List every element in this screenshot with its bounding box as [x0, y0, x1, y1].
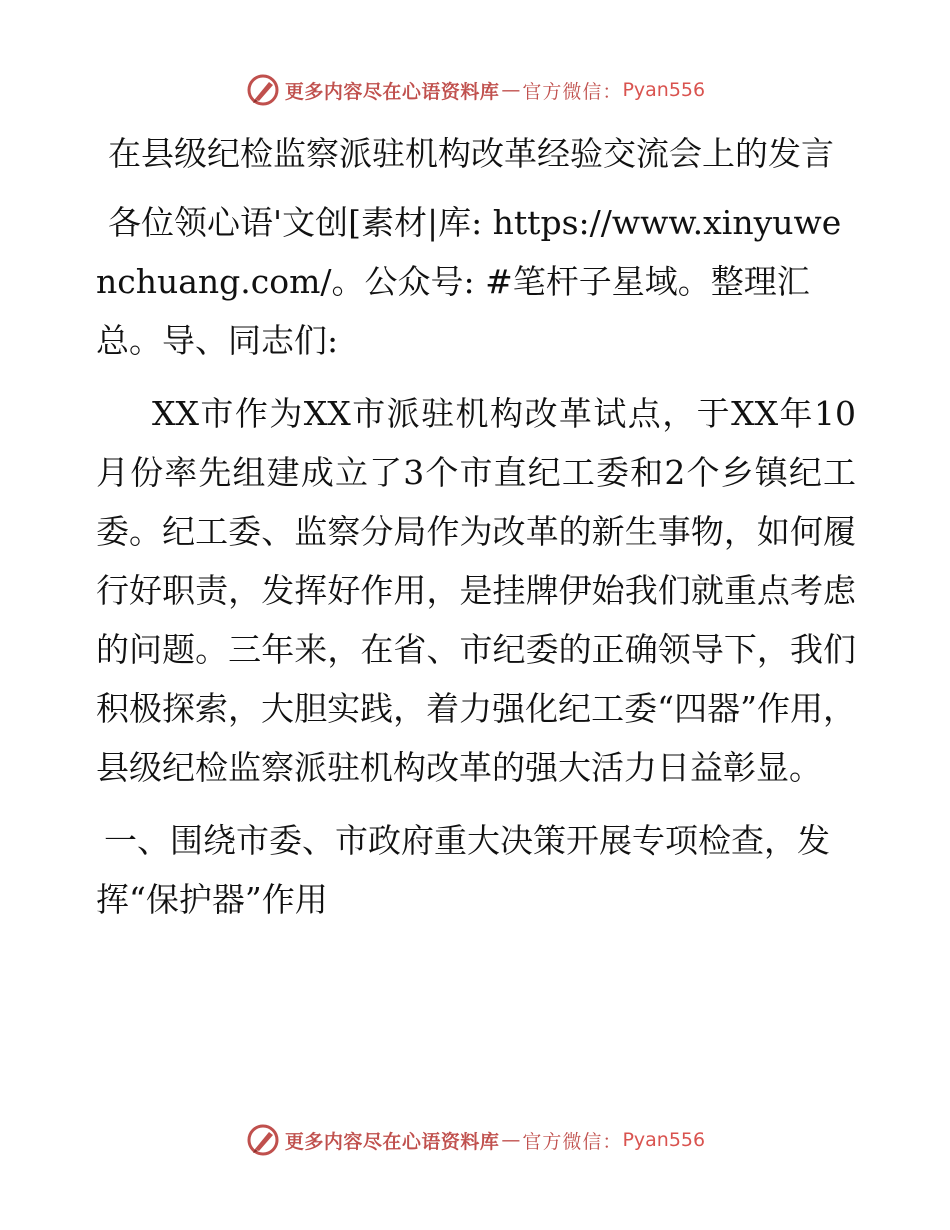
pen-logo-icon	[245, 72, 281, 108]
header-watermark-banner	[0, 70, 950, 110]
pen-logo-icon	[245, 1122, 281, 1158]
body-paragraph-1: XX市作为XX市派驻机构改革试点，于XX年10月份率先组建成立了3个市直纪工委和2个乡镇纪工委。纪工委、监察分局作为改革的新生事物，如何履行好职责，发挥好作用，是挂牌伊始我们就重点考虑的问题。三年来，在省、市纪委的正确领导下，我们积极探索，大胆实践，着力强化纪工委“四器”作用，县级纪检监察派驻机构改革的强大活力日益彰显。	[96, 394, 856, 787]
banner-wechat-label: 官方微信：	[522, 1130, 623, 1153]
greeting-paragraph: 各位领心语'文创[素材|库: https://www.xinyuwenchuang.com/。公众号: #笔杆子星域。整理汇总。导、同志们:	[96, 203, 842, 360]
banner-dash: —	[501, 79, 521, 101]
banner-wechat-id: Pyan556	[622, 79, 706, 101]
section-heading-1: 一、围绕市委、市政府重大决策开展专项检查，发挥“保护器”作用	[96, 821, 830, 919]
footer-watermark-banner	[0, 1120, 950, 1160]
document-body	[96, 124, 856, 929]
banner-dash: —	[501, 1129, 521, 1151]
document-title: 在县级纪检监察派驻机构改革经验交流会上的发言	[108, 134, 834, 173]
banner-main-text: 更多内容尽在心语资料库	[284, 1130, 500, 1153]
banner-main-text: 更多内容尽在心语资料库	[284, 80, 500, 103]
banner-wechat-id: Pyan556	[622, 1129, 706, 1151]
banner-wechat-label: 官方微信：	[522, 80, 623, 103]
